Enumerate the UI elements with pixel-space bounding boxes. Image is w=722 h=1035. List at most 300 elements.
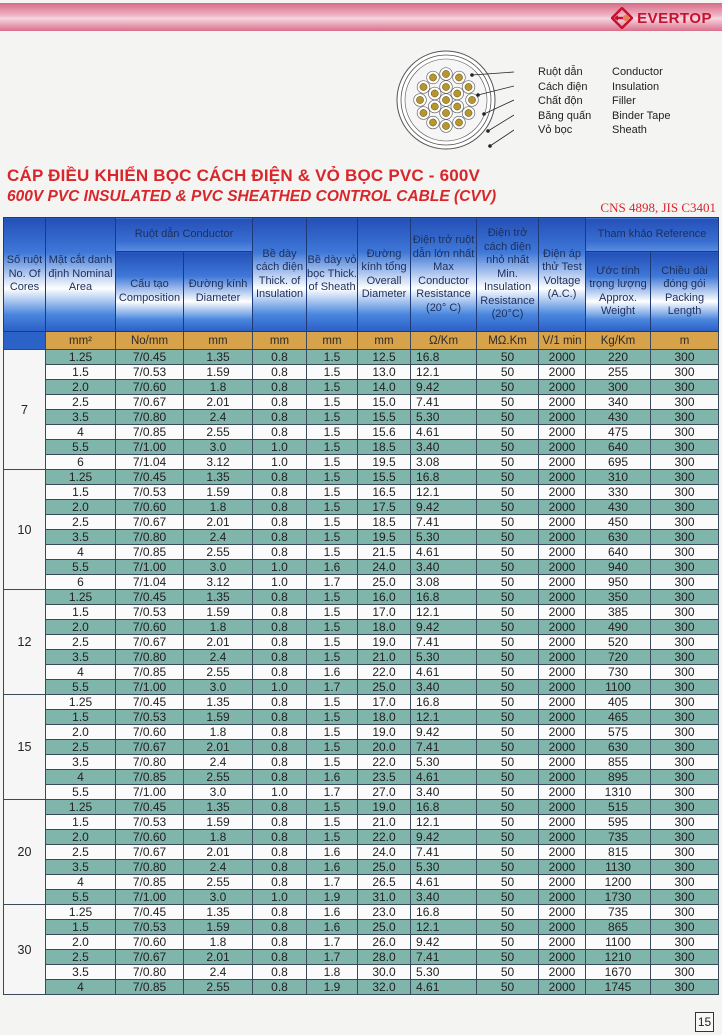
table-cell: 15.0 [358, 395, 411, 410]
table-cell: 1.0 [253, 680, 307, 695]
table-cell: 7/0.53 [116, 920, 184, 935]
table-cell: 300 [651, 530, 719, 545]
table-cell: 50 [477, 425, 539, 440]
table-cell: 300 [651, 425, 719, 440]
table-cell: 0.8 [253, 410, 307, 425]
conductor-core [465, 109, 472, 116]
table-cell: 2.01 [184, 395, 253, 410]
table-cell: 2000 [539, 560, 586, 575]
unit-cell: mm [253, 332, 307, 350]
table-cell: 300 [651, 410, 719, 425]
table-cell: 300 [651, 470, 719, 485]
table-cell: 50 [477, 800, 539, 815]
table-cell: 7/0.67 [116, 845, 184, 860]
unit-cell: Ω/Km [411, 332, 477, 350]
table-cell: 50 [477, 665, 539, 680]
table-cell: 17.5 [358, 500, 411, 515]
table-cell: 1.5 [307, 800, 358, 815]
table-cell: 7/0.53 [116, 710, 184, 725]
table-cell: 1.9 [307, 980, 358, 995]
table-cell: 2000 [539, 950, 586, 965]
table-cell: 0.8 [253, 350, 307, 365]
header-cores: Số ruột No. Of Cores [4, 218, 46, 332]
table-cell: 21.0 [358, 650, 411, 665]
table-cell: 1.5 [307, 395, 358, 410]
table-cell: 6 [46, 455, 116, 470]
legend-label-vi: Vỏ bọc [538, 124, 573, 136]
table-cell: 940 [586, 560, 651, 575]
table-cell: 0.8 [253, 830, 307, 845]
conductor-core [442, 122, 449, 129]
table-cell: 1.5 [307, 725, 358, 740]
table-cell: 1.5 [307, 620, 358, 635]
table-cell: 1.6 [307, 905, 358, 920]
table-cell: 1.9 [307, 890, 358, 905]
table-cell: 1.5 [307, 530, 358, 545]
table-row [4, 875, 719, 890]
table-cell: 7/0.45 [116, 695, 184, 710]
conductor-core [429, 119, 436, 126]
table-cell: 1.0 [253, 440, 307, 455]
leader-line [490, 130, 514, 146]
table-row [4, 515, 719, 530]
legend-label-en: Conductor [612, 66, 663, 78]
table-cell: 1.0 [253, 560, 307, 575]
table-cell: 4.61 [411, 665, 477, 680]
table-cell: 24.0 [358, 560, 411, 575]
table-cell: 16.8 [411, 350, 477, 365]
table-cell: 1.5 [46, 710, 116, 725]
table-cell: 50 [477, 380, 539, 395]
legend-label-en: Binder Tape [612, 109, 671, 122]
table-cell: 9.42 [411, 500, 477, 515]
table-cell: 2.4 [184, 965, 253, 980]
unit-cell: No/mm [116, 332, 184, 350]
unit-cell: mm [307, 332, 358, 350]
table-cell: 300 [651, 350, 719, 365]
table-cell: 32.0 [358, 980, 411, 995]
table-row [4, 785, 719, 800]
table-row [4, 920, 719, 935]
table-cell: 0.8 [253, 635, 307, 650]
table-cell: 2000 [539, 785, 586, 800]
table-cell: 50 [477, 815, 539, 830]
table-cell: 26.5 [358, 875, 411, 890]
table-cell: 2000 [539, 650, 586, 665]
cores-count-cell: 20 [4, 800, 46, 905]
table-cell: 15.5 [358, 410, 411, 425]
table-row [4, 935, 719, 950]
table-cell: 50 [477, 965, 539, 980]
table-cell: 16.5 [358, 485, 411, 500]
header-area: Mặt cắt danh định Nominal Area [46, 218, 116, 332]
table-cell: 50 [477, 620, 539, 635]
table-cell: 1.5 [307, 455, 358, 470]
table-cell: 300 [651, 485, 719, 500]
table-cell: 22.0 [358, 665, 411, 680]
conductor-core [429, 74, 436, 81]
table-cell: 1.5 [307, 440, 358, 455]
table-cell: 50 [477, 500, 539, 515]
legend-item [538, 94, 671, 109]
table-cell: 1.5 [307, 815, 358, 830]
cable-spec-table [3, 217, 719, 995]
table-cell: 50 [477, 575, 539, 590]
table-cell: 5.30 [411, 650, 477, 665]
table-cell: 300 [651, 515, 719, 530]
table-cell: 2000 [539, 470, 586, 485]
table-cell: 7/0.85 [116, 425, 184, 440]
table-cell: 7/0.85 [116, 770, 184, 785]
table-cell: 13.0 [358, 365, 411, 380]
table-cell: 0.8 [253, 470, 307, 485]
table-cell: 50 [477, 470, 539, 485]
header-length: Chiều dài đóng gói Packing Length [651, 252, 719, 332]
table-cell: 20.0 [358, 740, 411, 755]
table-cell: 1.5 [46, 485, 116, 500]
table-cell: 300 [651, 380, 719, 395]
table-cell: 0.8 [253, 395, 307, 410]
table-cell: 815 [586, 845, 651, 860]
table-cell: 0.8 [253, 695, 307, 710]
table-cell: 640 [586, 545, 651, 560]
conductor-core [454, 90, 461, 97]
table-cell: 0.8 [253, 650, 307, 665]
table-cell: 3.0 [184, 560, 253, 575]
table-cell: 0.8 [253, 620, 307, 635]
table-cell: 31.0 [358, 890, 411, 905]
table-cell: 3.08 [411, 455, 477, 470]
table-cell: 2.0 [46, 620, 116, 635]
table-cell: 50 [477, 950, 539, 965]
table-cell: 12.5 [358, 350, 411, 365]
table-cell: 1.5 [46, 920, 116, 935]
table-cell: 4 [46, 545, 116, 560]
table-row [4, 455, 719, 470]
table-row [4, 665, 719, 680]
table-cell: 4.61 [411, 770, 477, 785]
table-row [4, 440, 719, 455]
table-cell: 2.4 [184, 755, 253, 770]
table-cell: 300 [651, 395, 719, 410]
table-cell: 50 [477, 560, 539, 575]
table-cell: 50 [477, 935, 539, 950]
table-cell: 9.42 [411, 725, 477, 740]
table-cell: 0.8 [253, 815, 307, 830]
header-max-resistance: Điện trở ruột dẫn lớn nhất Max Conductor Resistance (20° C) [411, 218, 477, 332]
table-cell: 300 [651, 830, 719, 845]
table-cell: 2000 [539, 695, 586, 710]
table-cell: 16.8 [411, 470, 477, 485]
table-cell: 7/1.00 [116, 890, 184, 905]
table-cell: 300 [651, 905, 719, 920]
table-cell: 50 [477, 590, 539, 605]
table-cell: 300 [651, 635, 719, 650]
table-cell: 2.5 [46, 515, 116, 530]
table-cell: 1.8 [184, 935, 253, 950]
table-cell: 3.40 [411, 680, 477, 695]
table-cell: 2000 [539, 710, 586, 725]
table-cell: 15.5 [358, 470, 411, 485]
table-cell: 0.8 [253, 515, 307, 530]
cores-count-cell: 12 [4, 590, 46, 695]
units-row [4, 332, 719, 350]
table-cell: 7/1.00 [116, 680, 184, 695]
header-insulation-thickness: Bề dày cách điện Thick. of Insulation [253, 218, 307, 332]
table-cell: 2000 [539, 545, 586, 560]
table-cell: 1.8 [307, 965, 358, 980]
table-cell: 450 [586, 515, 651, 530]
table-cell: 7/1.04 [116, 575, 184, 590]
evertop-logo-icon [611, 7, 633, 29]
cores-count-cell: 10 [4, 470, 46, 590]
brand-logo [611, 7, 712, 29]
table-cell: 7/0.60 [116, 725, 184, 740]
table-cell: 7/0.53 [116, 815, 184, 830]
table-cell: 50 [477, 785, 539, 800]
table-row [4, 410, 719, 425]
table-cell: 1.7 [307, 950, 358, 965]
table-cell: 3.5 [46, 965, 116, 980]
table-cell: 2.0 [46, 500, 116, 515]
table-cell: 895 [586, 770, 651, 785]
table-row [4, 485, 719, 500]
table-cell: 3.5 [46, 650, 116, 665]
table-cell: 300 [651, 935, 719, 950]
table-cell: 16.8 [411, 590, 477, 605]
table-cell: 2000 [539, 980, 586, 995]
table-cell: 0.8 [253, 485, 307, 500]
table-cell: 1.5 [307, 590, 358, 605]
table-row [4, 770, 719, 785]
table-cell: 5.30 [411, 860, 477, 875]
table-cell: 7.41 [411, 635, 477, 650]
table-cell: 2000 [539, 440, 586, 455]
table-cell: 19.0 [358, 725, 411, 740]
table-cell: 2000 [539, 905, 586, 920]
table-cell: 300 [651, 665, 719, 680]
table-cell: 50 [477, 920, 539, 935]
table-cell: 2000 [539, 455, 586, 470]
table-cell: 1.5 [307, 695, 358, 710]
table-cell: 3.0 [184, 890, 253, 905]
legend-item [538, 65, 671, 80]
table-row [4, 890, 719, 905]
table-cell: 4 [46, 980, 116, 995]
table-cell: 50 [477, 635, 539, 650]
table-cell: 1.25 [46, 695, 116, 710]
table-cell: 0.8 [253, 545, 307, 560]
table-cell: 300 [651, 650, 719, 665]
table-cell: 3.12 [184, 455, 253, 470]
table-cell: 300 [651, 455, 719, 470]
table-cell: 50 [477, 890, 539, 905]
table-cell: 300 [651, 800, 719, 815]
table-cell: 300 [651, 560, 719, 575]
table-cell: 2.01 [184, 740, 253, 755]
table-cell: 50 [477, 860, 539, 875]
table-cell: 1.59 [184, 485, 253, 500]
table-cell: 7.41 [411, 950, 477, 965]
table-row [4, 425, 719, 440]
table-cell: 5.5 [46, 560, 116, 575]
conductor-core [420, 83, 427, 90]
unit-cell: Kg/Km [586, 332, 651, 350]
table-cell: 0.8 [253, 845, 307, 860]
table-cell: 1.7 [307, 875, 358, 890]
table-cell: 50 [477, 545, 539, 560]
conductor-core [442, 70, 449, 77]
table-cell: 1.8 [184, 500, 253, 515]
table-cell: 18.0 [358, 710, 411, 725]
table-cell: 19.0 [358, 800, 411, 815]
table-cell: 300 [651, 500, 719, 515]
table-cell: 2000 [539, 350, 586, 365]
arrowhead-icon [486, 129, 490, 133]
table-cell: 2.4 [184, 860, 253, 875]
table-cell: 2000 [539, 770, 586, 785]
table-cell: 1.59 [184, 605, 253, 620]
table-row [4, 965, 719, 980]
table-cell: 1745 [586, 980, 651, 995]
table-cell: 25.0 [358, 860, 411, 875]
table-cell: 2000 [539, 860, 586, 875]
table-cell: 9.42 [411, 935, 477, 950]
table-cell: 0.8 [253, 920, 307, 935]
table-row [4, 755, 719, 770]
legend-item [538, 123, 671, 138]
table-cell: 7/0.80 [116, 965, 184, 980]
table-cell: 1.7 [307, 680, 358, 695]
table-cell: 5.30 [411, 410, 477, 425]
table-cell: 0.8 [253, 935, 307, 950]
table-cell: 0.8 [253, 950, 307, 965]
table-row [4, 695, 719, 710]
table-cell: 1.5 [307, 605, 358, 620]
table-cell: 2.5 [46, 740, 116, 755]
table-cell: 3.0 [184, 680, 253, 695]
table-cell: 7/0.85 [116, 980, 184, 995]
table-cell: 1.6 [307, 860, 358, 875]
table-cell: 7/0.80 [116, 530, 184, 545]
table-cell: 1.5 [46, 605, 116, 620]
table-cell: 50 [477, 830, 539, 845]
table-cell: 2000 [539, 815, 586, 830]
table-cell: 300 [651, 365, 719, 380]
table-cell: 1.59 [184, 710, 253, 725]
table-cell: 1.7 [307, 935, 358, 950]
table-cell: 0.8 [253, 980, 307, 995]
table-cell: 300 [651, 620, 719, 635]
table-cell: 50 [477, 725, 539, 740]
table-cell: 300 [651, 770, 719, 785]
table-cell: 50 [477, 365, 539, 380]
legend-label-vi: Ruột dẫn [538, 66, 583, 78]
table-cell: 7/1.04 [116, 455, 184, 470]
table-cell: 300 [651, 845, 719, 860]
table-cell: 7/0.67 [116, 395, 184, 410]
table-cell: 2000 [539, 740, 586, 755]
table-cell: 18.5 [358, 440, 411, 455]
table-cell: 300 [651, 875, 719, 890]
table-cell: 1.5 [46, 365, 116, 380]
header-reference-group: Tham khảo Reference [586, 218, 719, 252]
table-cell: 1100 [586, 680, 651, 695]
table-cell: 1.5 [307, 485, 358, 500]
table-cell: 630 [586, 530, 651, 545]
table-cell: 3.40 [411, 785, 477, 800]
table-cell: 1.25 [46, 905, 116, 920]
table-cell: 1.0 [253, 455, 307, 470]
table-cell: 2000 [539, 965, 586, 980]
table-cell: 4 [46, 875, 116, 890]
table-cell: 7/0.45 [116, 800, 184, 815]
table-cell: 3.0 [184, 440, 253, 455]
table-cell: 12.1 [411, 920, 477, 935]
table-cell: 0.8 [253, 425, 307, 440]
table-cell: 1.5 [46, 815, 116, 830]
table-cell: 1.5 [307, 410, 358, 425]
table-cell: 7/0.45 [116, 470, 184, 485]
table-cell: 7/0.53 [116, 485, 184, 500]
table-cell: 5.5 [46, 680, 116, 695]
cores-count-cell: 15 [4, 695, 46, 800]
table-cell: 4 [46, 770, 116, 785]
table-cell: 300 [651, 590, 719, 605]
table-cell: 2.55 [184, 770, 253, 785]
table-cell: 2.5 [46, 950, 116, 965]
table-cell: 12.1 [411, 485, 477, 500]
unit-cell: mm² [46, 332, 116, 350]
table-cell: 1.35 [184, 470, 253, 485]
table-cell: 7.41 [411, 515, 477, 530]
table-cell: 27.0 [358, 785, 411, 800]
table-cell: 2000 [539, 935, 586, 950]
table-cell: 0.8 [253, 590, 307, 605]
table-cell: 300 [651, 950, 719, 965]
conductor-core [431, 103, 438, 110]
table-cell: 640 [586, 440, 651, 455]
table-cell: 1.7 [307, 575, 358, 590]
cable-cross-section-diagram [396, 48, 514, 158]
table-cell: 7/0.80 [116, 860, 184, 875]
table-cell: 350 [586, 590, 651, 605]
table-cell: 1670 [586, 965, 651, 980]
legend-label-en: Sheath [612, 124, 647, 136]
table-cell: 385 [586, 605, 651, 620]
table-cell: 50 [477, 410, 539, 425]
table-cell: 7/0.80 [116, 650, 184, 665]
table-cell: 1.5 [307, 515, 358, 530]
table-cell: 1.59 [184, 815, 253, 830]
table-cell: 1200 [586, 875, 651, 890]
table-cell: 1.5 [307, 650, 358, 665]
table-cell: 1.0 [253, 890, 307, 905]
table-cell: 24.0 [358, 845, 411, 860]
table-cell: 28.0 [358, 950, 411, 965]
table-cell: 515 [586, 800, 651, 815]
table-cell: 50 [477, 905, 539, 920]
table-row [4, 845, 719, 860]
conductor-core [442, 96, 449, 103]
table-row [4, 710, 719, 725]
table-cell: 300 [586, 380, 651, 395]
standard-reference: CNS 4898, JIS C3401 [600, 200, 716, 215]
table-cell: 2000 [539, 575, 586, 590]
table-cell: 1.5 [307, 710, 358, 725]
table-cell: 1.6 [307, 845, 358, 860]
table-row [4, 605, 719, 620]
